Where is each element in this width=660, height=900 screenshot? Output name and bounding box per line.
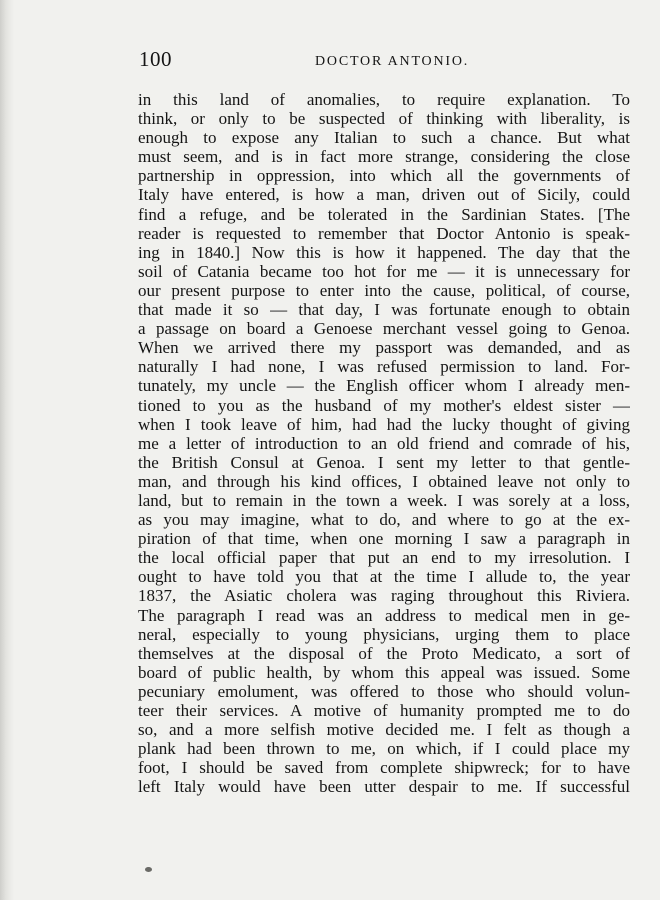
text-line: reader is requested to remember that Doctor Antonio is speak-	[138, 223, 630, 243]
text-line: ought to have told you that at the time I allude to, the year	[138, 567, 630, 587]
text-line: enough to expose any Italian to such a chance. But what	[138, 128, 630, 148]
text-line: tioned to you as the husband of my mother's eldest sister —	[138, 395, 630, 415]
text-line: a passage on board a Genoese merchant vessel going to Genoa.	[138, 319, 630, 339]
text-line: ing in 1840.] Now this is how it happened. The day that the	[138, 242, 630, 262]
text-line: board of public health, by whom this appeal was issued. Some	[138, 662, 630, 682]
text-line: soil of Catania became too hot for me — it is unnecessary for	[138, 261, 630, 281]
text-line: our present purpose to enter into the cause, political, of course,	[138, 280, 630, 300]
text-line: partnership in oppression, into which all the governments of	[138, 166, 630, 186]
text-line: man, and through his kind offices, I obtained leave not only to	[138, 471, 630, 491]
text-line: me a letter of introduction to an old friend and comrade of his,	[138, 433, 630, 453]
text-line: in this land of anomalies, to require explanation. To	[138, 90, 630, 109]
ink-smudge	[145, 867, 152, 872]
text-line: tunately, my uncle — the English officer whom I already men-	[138, 376, 630, 396]
text-line: land, but to remain in the town a week. I was sorely at a loss,	[138, 490, 630, 510]
body-text	[138, 90, 630, 796]
page-header	[0, 47, 660, 79]
running-head: DOCTOR ANTONIO.	[315, 54, 470, 69]
text-line: left Italy would have been utter despair to me. If successful	[138, 777, 630, 797]
text-line: Italy have entered, is how a man, driven out of Sicily, could	[138, 185, 630, 205]
text-line: think, or only to be suspected of thinking with liberality, is	[138, 109, 630, 129]
text-line: when I took leave of him, had had the lucky thought of giving	[138, 414, 630, 434]
binding-edge	[0, 0, 14, 900]
text-line: must seem, and is in fact more strange, considering the close	[138, 147, 630, 167]
text-line: the local official paper that put an end to my irresolution. I	[138, 548, 630, 568]
text-line: plank had been thrown to me, on which, if I could place my	[138, 739, 630, 759]
text-line: foot, I should be saved from complete shipwreck; for to have	[138, 758, 630, 778]
text-line: pecuniary emolument, was offered to those who should volun-	[138, 681, 630, 701]
text-line: teer their services. A motive of humanity prompted me to do	[138, 701, 630, 720]
page-number: 100	[139, 47, 172, 71]
text-line: 1837, the Asiatic cholera was raging throughout this Riviera.	[138, 586, 630, 606]
text-line: as you may imagine, what to do, and where to go at the ex-	[138, 510, 630, 530]
text-line: When we arrived there my passport was demanded, and as	[138, 338, 630, 358]
text-line: The paragraph I read was an address to medical men in ge-	[138, 605, 630, 625]
text-line: naturally I had none, I was refused permission to land. For-	[138, 357, 630, 377]
text-line: themselves at the disposal of the Proto Medicato, a sort of	[138, 643, 630, 663]
text-line: the British Consul at Genoa. I sent my letter to that gentle-	[138, 452, 630, 472]
text-line: that made it so — that day, I was fortunate enough to obtain	[138, 300, 630, 320]
text-line: piration of that time, when one morning I saw a paragraph in	[138, 529, 630, 549]
text-line: neral, especially to young physicians, urging them to place	[138, 624, 630, 644]
text-line: find a refuge, and be tolerated in the Sardinian States. [The	[138, 204, 630, 224]
text-line: so, and a more selfish motive decided me. I felt as though a	[138, 720, 630, 740]
